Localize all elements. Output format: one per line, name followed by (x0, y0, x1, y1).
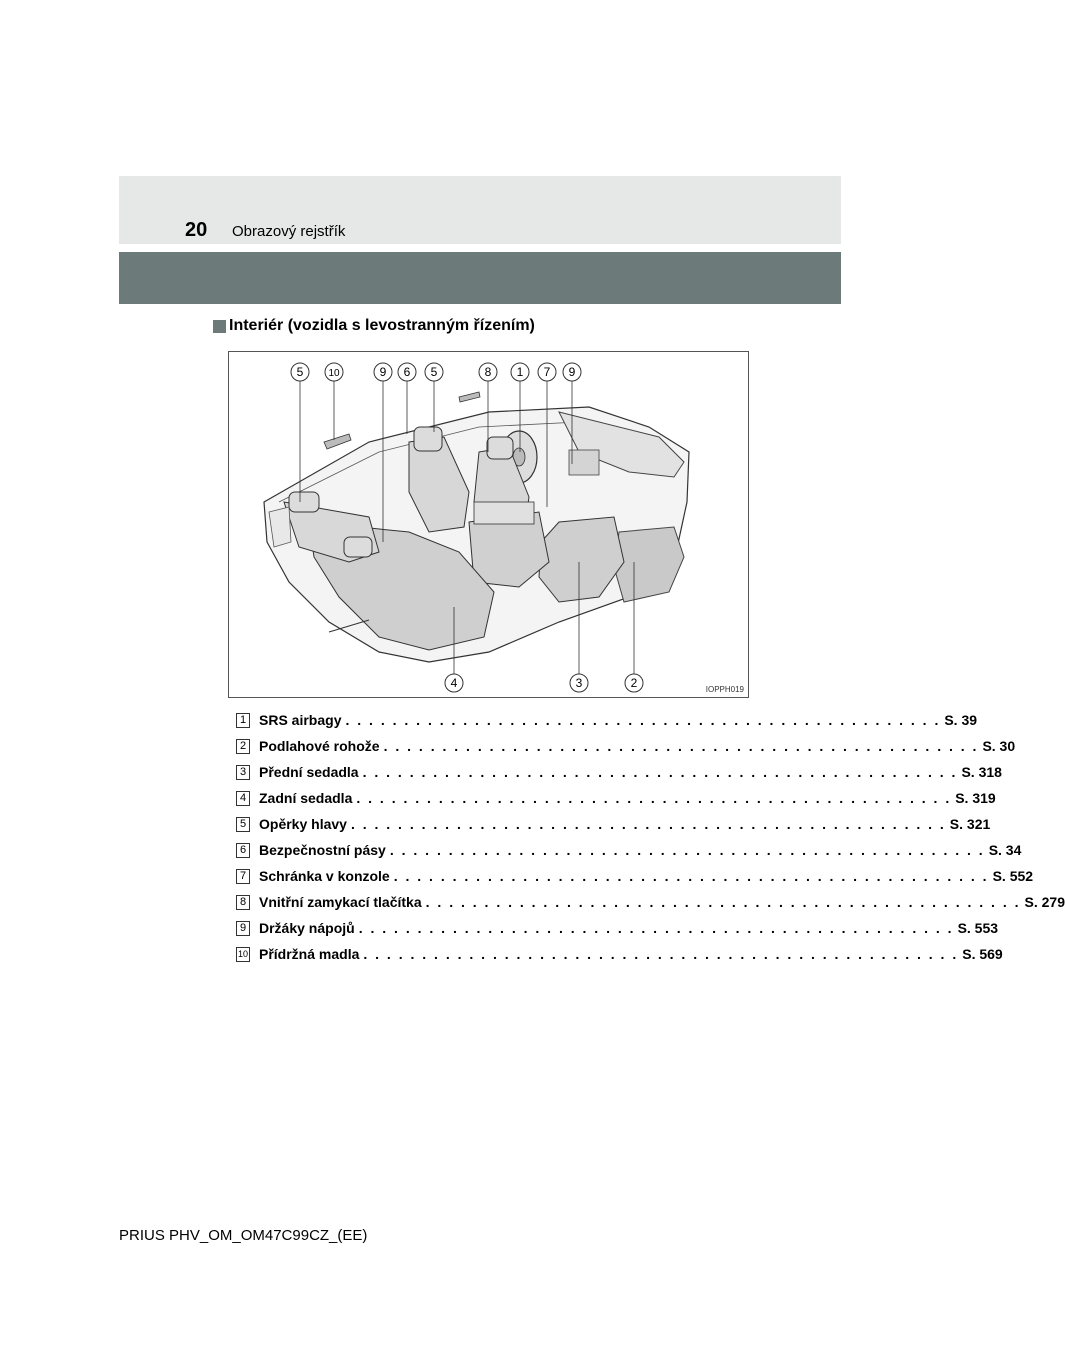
legend-item (236, 785, 996, 811)
callout-bottom-1: 4 (450, 676, 458, 690)
car-interior-illustration (229, 352, 750, 699)
legend-label: Schránka v konzole (259, 868, 390, 884)
legend-item (236, 863, 1034, 889)
callout-top-4: 6 (403, 365, 411, 379)
legend-page-ref[interactable]: S. 279 (1024, 894, 1065, 910)
callout-top-7: 1 (516, 365, 524, 379)
leader-dots: . . . . . . . . . . . . . . . . . . . . . . . . . . . . . . . . . . . . . . . . . . . . . . . . . . . (383, 738, 979, 754)
callout-top-3: 9 (379, 365, 387, 379)
leader-dots: . . . . . . . . . . . . . . . . . . . . . . . . . . . . . . . . . . . . . . . . . . . . . . . . . . . (358, 920, 954, 936)
leader-dots: . . . . . . . . . . . . . . . . . . . . . . . . . . . . . . . . . . . . . . . . . . . . . . . . . . . (362, 764, 958, 780)
legend-page-ref[interactable]: S. 552 (992, 868, 1034, 884)
page-number: 20 (185, 219, 208, 241)
leader-dots: . . . . . . . . . . . . . . . . . . . . . . . . . . . . . . . . . . . . . . . . . . . . . . . . . . . (389, 842, 985, 858)
callout-top-1: 5 (296, 365, 304, 379)
legend-item (236, 733, 1016, 759)
legend-number: 9 (236, 921, 250, 936)
leader-dots: . . . . . . . . . . . . . . . . . . . . . . . . . . . . . . . . . . . . . . . . . . . . . . . . . . . (425, 894, 1021, 910)
legend-number: 4 (236, 791, 250, 806)
legend-number: 8 (236, 895, 250, 910)
legend-page-ref[interactable]: S. 553 (957, 920, 999, 936)
legend-item (236, 915, 999, 941)
legend-number: 1 (236, 713, 250, 728)
leader-dots: . . . . . . . . . . . . . . . . . . . . . . . . . . . . . . . . . . . . . . . . . . . . . . . . . . . (356, 790, 952, 806)
callout-top-5: 5 (430, 365, 438, 379)
heading-square-icon (213, 320, 226, 333)
leader-dots: . . . . . . . . . . . . . . . . . . . . . . . . . . . . . . . . . . . . . . . . . . . . . . . . . . . (350, 816, 946, 832)
legend-number: 2 (236, 739, 250, 754)
section-bar (119, 252, 841, 304)
legend-label: Držáky nápojů (259, 920, 355, 936)
callout-top-9: 9 (568, 365, 576, 379)
legend-page-ref[interactable]: S. 318 (961, 764, 1002, 780)
legend-item (236, 707, 978, 733)
legend-label: Přídržná madla (259, 946, 360, 962)
figure-code: IOPPH019 (705, 685, 744, 694)
legend-page-ref[interactable]: S. 319 (955, 790, 996, 806)
legend-page-ref[interactable]: S. 39 (944, 712, 978, 728)
leader-dots: . . . . . . . . . . . . . . . . . . . . . . . . . . . . . . . . . . . . . . . . . . . . . . . . . . . (345, 712, 941, 728)
legend-label: Zadní sedadla (259, 790, 353, 806)
legend-label: Přední sedadla (259, 764, 359, 780)
legend-number: 7 (236, 869, 250, 884)
callout-bottom-2: 3 (575, 676, 583, 690)
leader-dots: . . . . . . . . . . . . . . . . . . . . . . . . . . . . . . . . . . . . . . . . . . . . . . . . . . . (363, 946, 959, 962)
legend-number: 6 (236, 843, 250, 858)
legend-page-ref[interactable]: S. 569 (962, 946, 1003, 962)
section-heading-text: Interiér (vozidla s levostranným řízením) (229, 317, 535, 334)
legend-item (236, 837, 1022, 863)
footer-doc-code: PRIUS PHV_OM_OM47C99CZ_(EE) (119, 1227, 368, 1244)
legend-list (236, 707, 1065, 967)
legend-label: Vnitřní zamykací tlačítka (259, 894, 422, 910)
legend-page-ref[interactable]: S. 321 (949, 816, 991, 832)
legend-item (236, 759, 1002, 785)
legend-label: SRS airbagy (259, 712, 342, 728)
legend-label: Opěrky hlavy (259, 816, 347, 832)
callout-top-6: 8 (484, 365, 492, 379)
legend-item (236, 811, 991, 837)
header-band (119, 176, 841, 244)
legend-number: 3 (236, 765, 250, 780)
interior-figure (228, 351, 749, 698)
legend-number: 5 (236, 817, 250, 832)
callout-bottom-3: 2 (630, 676, 638, 690)
legend-item (236, 889, 1065, 915)
header-title: Obrazový rejstřík (232, 223, 346, 240)
callout-top-2: 10 (328, 368, 340, 379)
section-heading (213, 317, 535, 335)
callout-top-8: 7 (543, 365, 551, 379)
legend-page-ref[interactable]: S. 34 (988, 842, 1022, 858)
legend-label: Bezpečnostní pásy (259, 842, 386, 858)
legend-number: 10 (236, 947, 250, 962)
leader-dots: . . . . . . . . . . . . . . . . . . . . . . . . . . . . . . . . . . . . . . . . . . . . . . . . . . . (393, 868, 989, 884)
legend-page-ref[interactable]: S. 30 (982, 738, 1016, 754)
legend-item (236, 941, 1003, 967)
legend-label: Podlahové rohože (259, 738, 380, 754)
